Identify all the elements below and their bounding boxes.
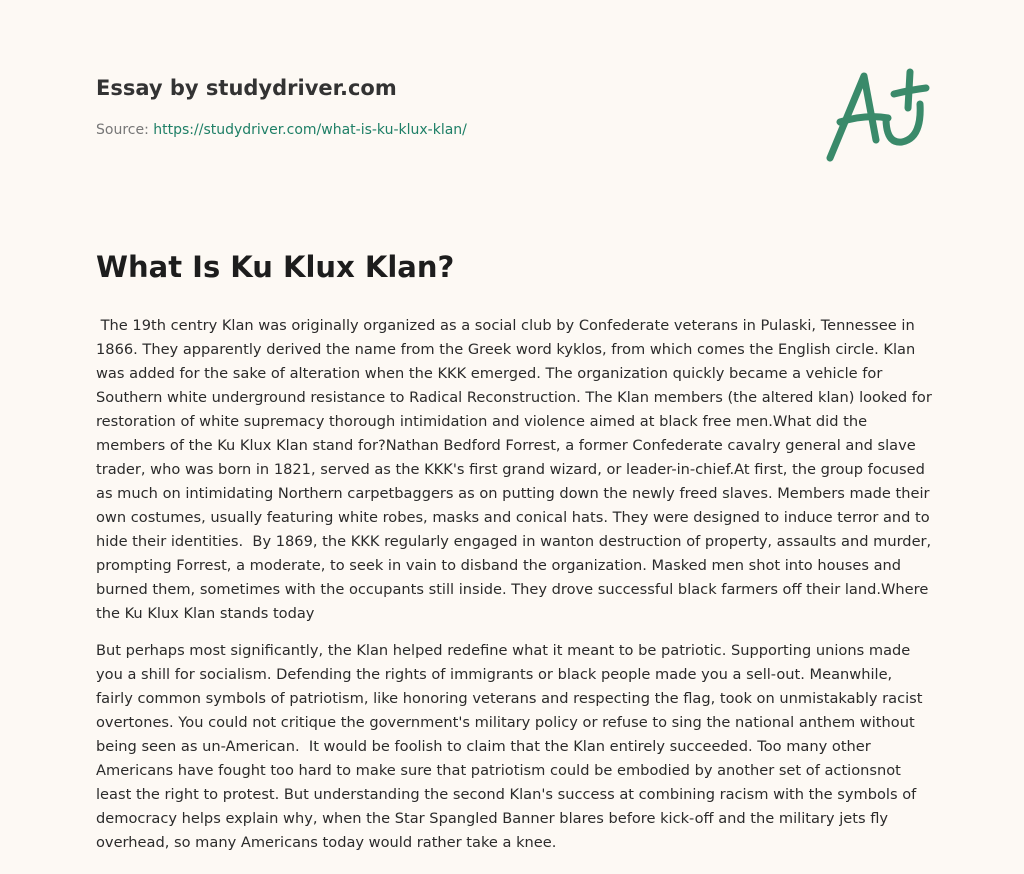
a-plus-logo-icon bbox=[818, 64, 938, 169]
source-label: Source: bbox=[96, 122, 149, 138]
source-link[interactable]: https://studydriver.com/what-is-ku-klux-klan/ bbox=[153, 122, 467, 138]
essay-paragraph: But perhaps most significantly, the Klan helped redefine what it meant to be patriotic. Supporting unions made you a shill for socialism. Defending the rights of immigrants or black people made you a sell-out. Meanwhile, fairly common symbols of patriotism, like honoring veterans and respecting the flag, took on unmistakably racist overtones. You could not critique the government's military policy or refuse to sing the national anthem without being seen as un-American. It would be foolish to claim that the Klan entirely succeeded. Too many other Americans have fought too hard to make sure that patriotism could be embodied by another set of actionsnot least the right to protest. But understanding the second Klan's success at combining racism with the symbols of democracy helps explain why, when the Star Spangled Banner blares before kick-off and the military jets fly overhead, so many Americans today would rather take a knee. bbox=[96, 642, 928, 851]
essay-title: What Is Ku Klux Klan? bbox=[96, 250, 455, 284]
essay-body bbox=[96, 314, 937, 868]
essay-paragraph: The 19th centry Klan was originally organized as a social club by Confederate veterans in Pulaski, Tennessee in 1866. They apparently derived the name from the Greek word kyklos, from which comes the English circle. Klan was added for the sake of alteration when the KKK emerged. The organization quickly became a vehicle for Southern white underground resistance to Radical Reconstruction. The Klan members (the altered klan) looked for restoration of white supremacy thorough intimidation and violence aimed at black free men.What did the members of the Ku Klux Klan stand for?Nathan Bedford Forrest, a former Confederate cavalry general and slave trader, who was born in 1821, served as the KKK's first grand wizard, or leader-in-chief.At first, the group focused as much on intimidating Northern carpetbaggers as on putting down the newly freed slaves. Members made their own costumes, usually featuring white robes, masks and conical hats. They were designed to induce terror and to hide their identities. By 1869, the KKK regularly engaged in wanton destruction of property, assaults and murder, prompting Forrest, a moderate, to seek in vain to disband the organization. Masked men shot into houses and burned them, sometimes with the occupants still inside. They drove successful black farmers off their land.Where the Ku Klux Klan stands today bbox=[96, 317, 937, 622]
source-line bbox=[96, 122, 467, 138]
site-header-title: Essay by studydriver.com bbox=[96, 76, 397, 100]
